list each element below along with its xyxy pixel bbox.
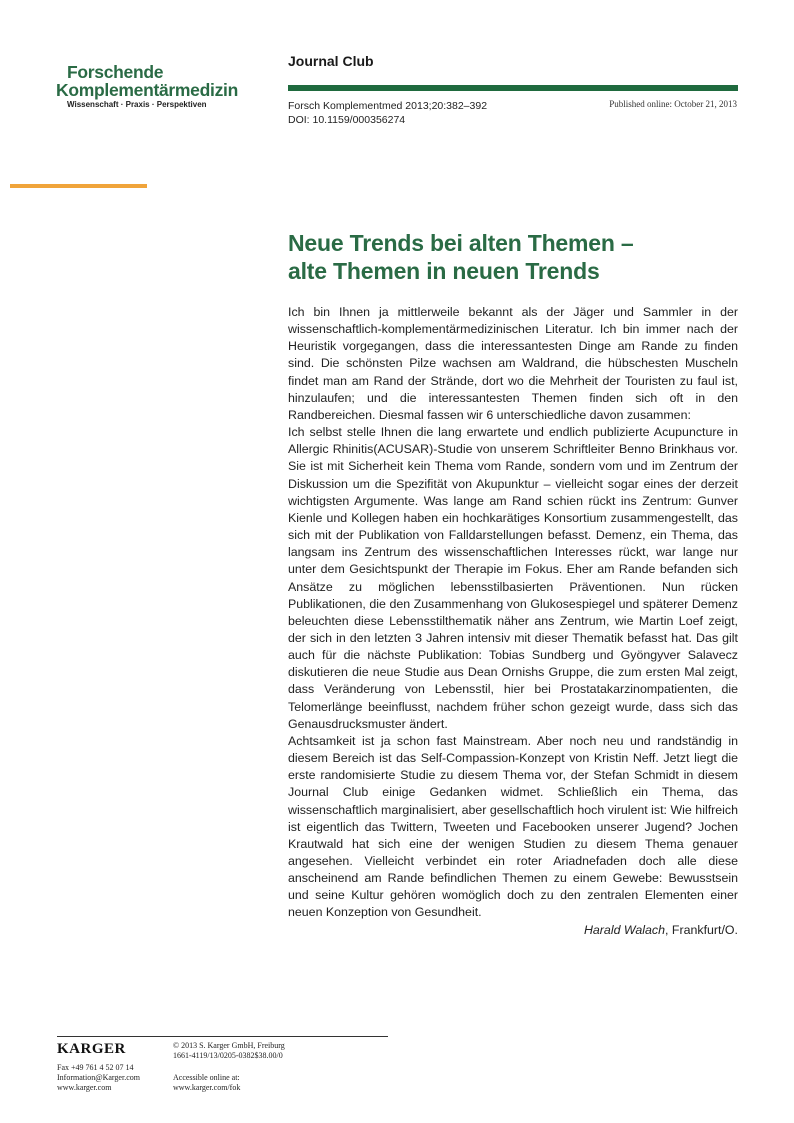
logo-line-1: Forschende bbox=[67, 62, 164, 82]
access-block bbox=[173, 1073, 240, 1093]
paragraph: Achtsamkeit ist ja schon fast Mainstream. Aber noch neu und randständig in diesem Bereich ist das Self-Compassion-Konzept von Kristin Neff. Jetzt liegt die erste randomisierte Studie zu diesem Thema vor, der Stefan Schmidt in diesem Journal Club einige Gedanken widmet. Schließlich ein Thema, das wissenschaftlich marginalisiert, aber gesellschaftlich hoch virulent ist: Wie hilfreich ist eigentlich das Twittern, Tweeten und Facebooken unserer Jugend? Jochen Krautwald hat sich eine der wenigen Studien zu diesem Thema genauer angesehen. Vielleicht verbindet ein roter Ariadnefaden doch alle diese anscheinend am Rande befindlichen Themen zu einem Gewebe: Bewusstsein und seine Kultur gehören womöglich doch zu den zentralen Elementen einer neuen Konzeption von Gesundheit. bbox=[288, 733, 738, 920]
access-label: Accessible online at: bbox=[173, 1073, 240, 1082]
email-link[interactable]: Information@Karger.com bbox=[57, 1073, 140, 1082]
copyright-line: © 2013 S. Karger GmbH, Freiburg bbox=[173, 1041, 285, 1050]
title-line-2: alte Themen in neuen Trends bbox=[288, 258, 600, 284]
signature bbox=[288, 922, 738, 939]
paragraph: Ich bin Ihnen ja mittlerweile bekannt als der Jäger und Sammler in der wissenschaftlich-komplementärmedizinischen Literatur. Ich bin immer nach der Heuristik vorgegangen, dass die interessantesten Dinge am Rande zu finden sind. Die schönsten Pilze wachsen am Waldrand, die hübschesten Muscheln findet man am Rand der Strände, dort wo die Mehrheit der Touristen zu faul ist, hinzulaufen; und die interessantesten Themen finden sich oft in den Randbereichen. Diesmal fassen wir 6 unterschiedliche davon zusammen: bbox=[288, 305, 738, 422]
header-rule bbox=[288, 85, 738, 91]
publisher-logo: KARGER bbox=[57, 1041, 126, 1057]
footer-rule bbox=[57, 1036, 388, 1037]
logo-tagline: Wissenschaft · Praxis · Perspektiven bbox=[67, 100, 207, 109]
logo-line-2: Komplementärmedizin bbox=[56, 80, 238, 100]
section-label: Journal Club bbox=[288, 53, 374, 69]
published-date: Published online: October 21, 2013 bbox=[609, 99, 737, 109]
signature-name: Harald Walach bbox=[583, 922, 666, 937]
article-title bbox=[288, 229, 748, 285]
fax-line: Fax +49 761 4 52 07 14 bbox=[57, 1063, 134, 1072]
signature-place: , Frankfurt/O. bbox=[665, 922, 738, 937]
article-body bbox=[288, 304, 738, 939]
publisher-contact bbox=[57, 1063, 140, 1093]
accent-rule bbox=[10, 184, 147, 188]
citation-block bbox=[288, 99, 487, 127]
journal-logo bbox=[56, 63, 238, 109]
website-link[interactable]: www.karger.com bbox=[57, 1083, 112, 1092]
issn-line: 1661-4119/13/0205-0382$38.00/0 bbox=[173, 1051, 283, 1060]
copyright-block bbox=[173, 1041, 285, 1061]
access-url-link[interactable]: www.karger.com/fok bbox=[173, 1083, 241, 1092]
doi-line: DOI: 10.1159/000356274 bbox=[288, 114, 406, 126]
paragraph: Ich selbst stelle Ihnen die lang erwartete und endlich publizierte Acupuncture in Allergic Rhinitis(ACUSAR)-Studie von unserem Schriftleiter Benno Brinkhaus vor. Sie ist mit Sicherheit kein Thema vom Rande, sondern vom und im Zentrum der Diskussion um die Spezifität von Akupunktur – vielleicht sogar eines der derzeit wichtigsten Argumente. Was lange am Rand schien rückt ins Zentrum: Gunver Kienle und Kollegen haben ein hochkarätiges Konsortium zusammengestellt, das sich mit der Publikation von Falldarstellungen befasst. Demenz, ein Thema, das langsam ins Zentrum des wissenschaftlichen Interesses rückt, war lange nur unter dem Gesichtspunkt der Therapie im Fokus. Eher am Rande befanden sich Ansätze zu möglichen lebensstilbasierten Präventionen. Nun rücken Publikationen, die den Zusammenhang von Glukosespiegel und späterer Demenz beleuchten diese Lebensstilthematik näher ans Zentrum, wie Martin Loef zeigt, der sich in den letzten 3 Jahren intensiv mit dieser Thematik befasst hat. Das gilt auch für die nächste Publikation: Tobias Sundberg und Gyöngyver Salavecz diskutieren die neue Studie aus Dean Ornishs Gruppe, die zum ersten Mal zeigt, dass Veränderung von Lebensstil, hier bei Prostatakarzinompatienten, die Telomerlänge beeinflusst, nachdem früher schon gezeigt wurde, dass sich das Genausdrucksmuster ändert. bbox=[288, 425, 738, 731]
citation-line: Forsch Komplementmed 2013;20:382–392 bbox=[288, 100, 488, 112]
title-line-1: Neue Trends bei alten Themen – bbox=[288, 230, 634, 256]
